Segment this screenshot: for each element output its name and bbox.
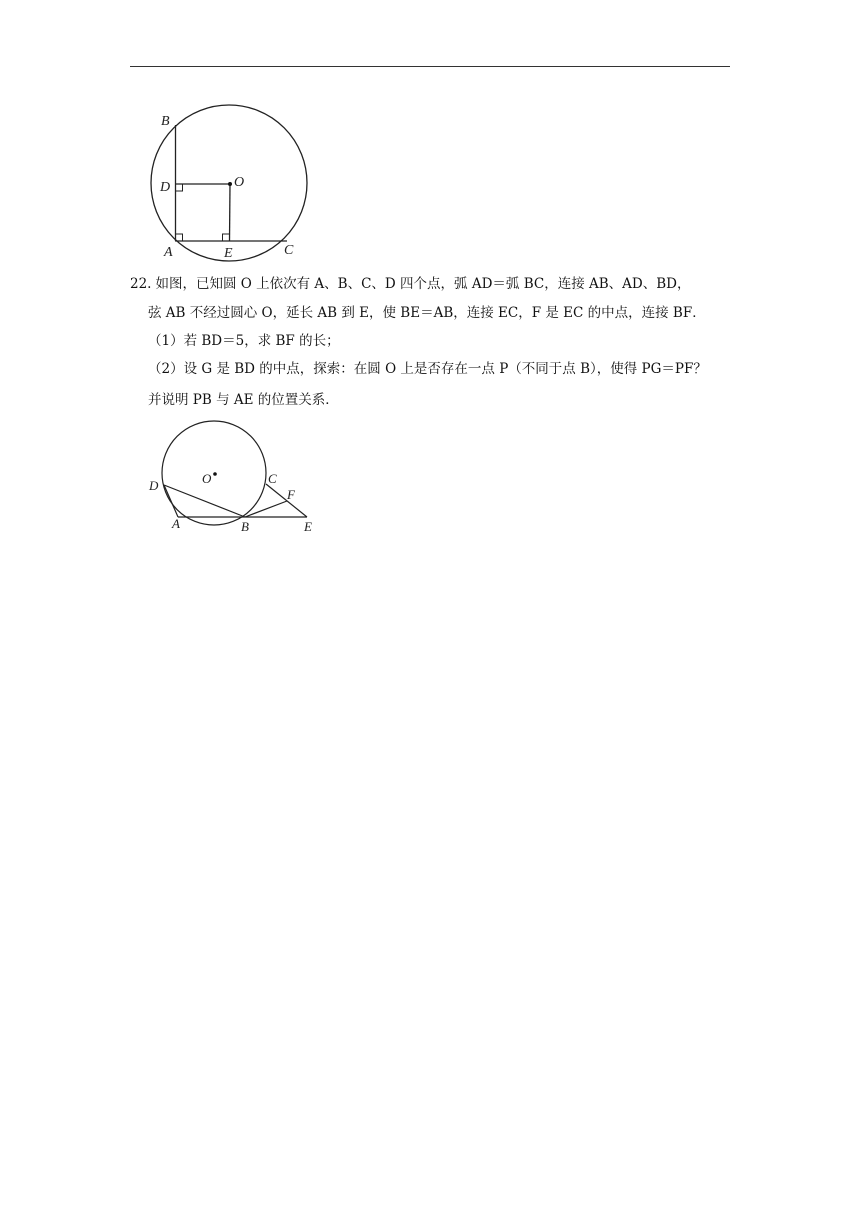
fig2-label-a: A [172, 516, 180, 531]
fig2-label-d: D [149, 478, 159, 493]
fig1-right-angle-d [176, 184, 183, 191]
fig2-label-o: O [202, 471, 212, 486]
fig1-segment-oe [230, 184, 231, 241]
fig2-center-dot [213, 472, 217, 476]
fig1-label-d: D [160, 180, 171, 195]
question-text-1: 如图，已知圆 O 上依次有 A、B、C、D 四个点，弧 AD＝弧 BC，连接 AB、AD、BD， [155, 276, 691, 292]
fig2-label-c: C [268, 471, 277, 486]
question-part-2: （2）设 G 是 BD 的中点，探索：在圆 O 上是否存在一点 P（不同于点 B），使得 PG＝PF？ [148, 361, 707, 377]
fig1-label-e: E [224, 246, 233, 261]
fig2-label-e: E [304, 519, 312, 534]
question-line-1 [130, 273, 690, 295]
question-line-5: 并说明 PB 与 AE 的位置关系． [148, 392, 339, 408]
fig1-label-a: A [164, 245, 173, 260]
fig1-label-o: O [234, 175, 245, 190]
question-part-1: （1）若 BD＝5，求 BF 的长； [148, 333, 340, 349]
fig2-label-f: F [287, 487, 295, 502]
fig1-label-c: C [284, 243, 294, 258]
fig1-right-angle-e [223, 234, 230, 241]
fig1-label-b: B [161, 114, 170, 129]
figure-2-circle-diagram [140, 415, 330, 540]
header-rule [130, 66, 730, 67]
question-number: 22. [130, 276, 152, 292]
figure-1-circle-diagram [140, 100, 320, 265]
fig1-center-dot [228, 182, 232, 186]
question-line-2: 弦 AB 不经过圆心 O，延长 AB 到 E，使 BE＝AB，连接 EC，F 是 EC 的中点，连接 BF． [148, 305, 706, 321]
fig2-label-b: B [241, 519, 249, 534]
